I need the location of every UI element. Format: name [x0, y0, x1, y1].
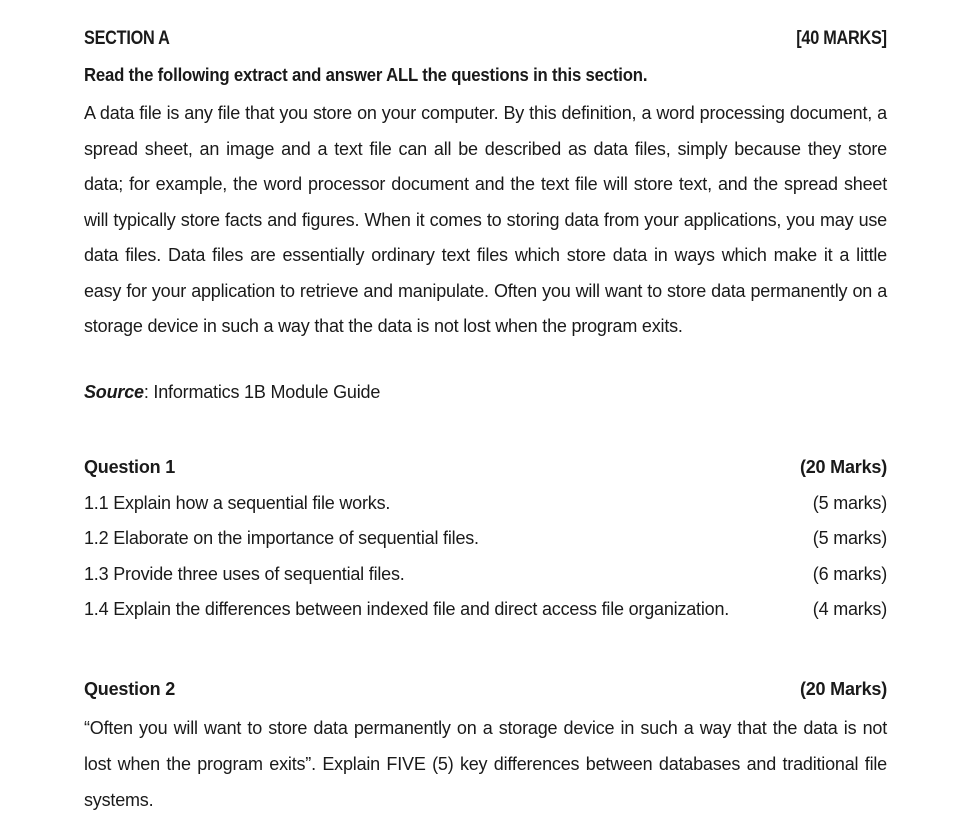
question-item-text: 1.3 Provide three uses of sequential files. [84, 563, 405, 584]
exam-page [84, 28, 887, 818]
question-item [84, 521, 887, 557]
question-1-header [84, 457, 887, 478]
instruction: Read the following extract and answer ALL the questions in this section. [84, 65, 648, 85]
question-item-text: 1.4 Explain the differences between indexed file and direct access file organization. [84, 599, 730, 619]
extract-text: A data file is any file that you store on your computer. By this definition, a word processing document, a spread sheet, an image and a text file can all be described as data files, simply because they store data; for example, the word processor document and the text file will store text, and the spread sheet will typically store facts and figures. When it comes to storing data from your applications, you may use data files. Data files are essentially ordinary text files which store data in ways which make it a little easy for your application to retrieve and manipulate. Often you will want to store data permanently on a storage device in such a way that the data is not lost when the program exits. [84, 103, 887, 336]
question-item-marks: (4 marks) [812, 599, 887, 619]
extract-paragraph [84, 96, 887, 345]
question-2-marks: (20 Marks) [799, 678, 887, 699]
question-item-marks: (5 marks) [812, 492, 887, 513]
question-2-text: “Often you will want to store data permanently on a storage device in such a way that the data is not lost when the program exits”. Explain FIVE (5) key differences between databases and traditional file systems. [84, 717, 887, 810]
question-2-title: Question 2 [84, 678, 176, 699]
question-item-marks: (5 marks) [812, 528, 887, 548]
section-header [84, 28, 887, 50]
question-1-title: Question 1 [84, 456, 176, 477]
question-2-header [84, 679, 887, 700]
section-marks: [40 MARKS] [796, 28, 887, 49]
question-1-marks: (20 Marks) [799, 456, 887, 477]
question-1-items [84, 486, 887, 628]
question-item-marks: (6 marks) [812, 563, 887, 584]
question-item-text: 1.1 Explain how a sequential file works. [84, 492, 391, 513]
source-text: : Informatics 1B Module Guide [143, 381, 381, 402]
source-label: Source [84, 381, 144, 402]
section-title: SECTION A [84, 28, 170, 49]
question-item-text: 1.2 Elaborate on the importance of sequential files. [84, 528, 479, 548]
question-item [84, 592, 887, 628]
question-item [84, 557, 887, 593]
source-line [84, 382, 887, 403]
question-item [84, 486, 887, 522]
